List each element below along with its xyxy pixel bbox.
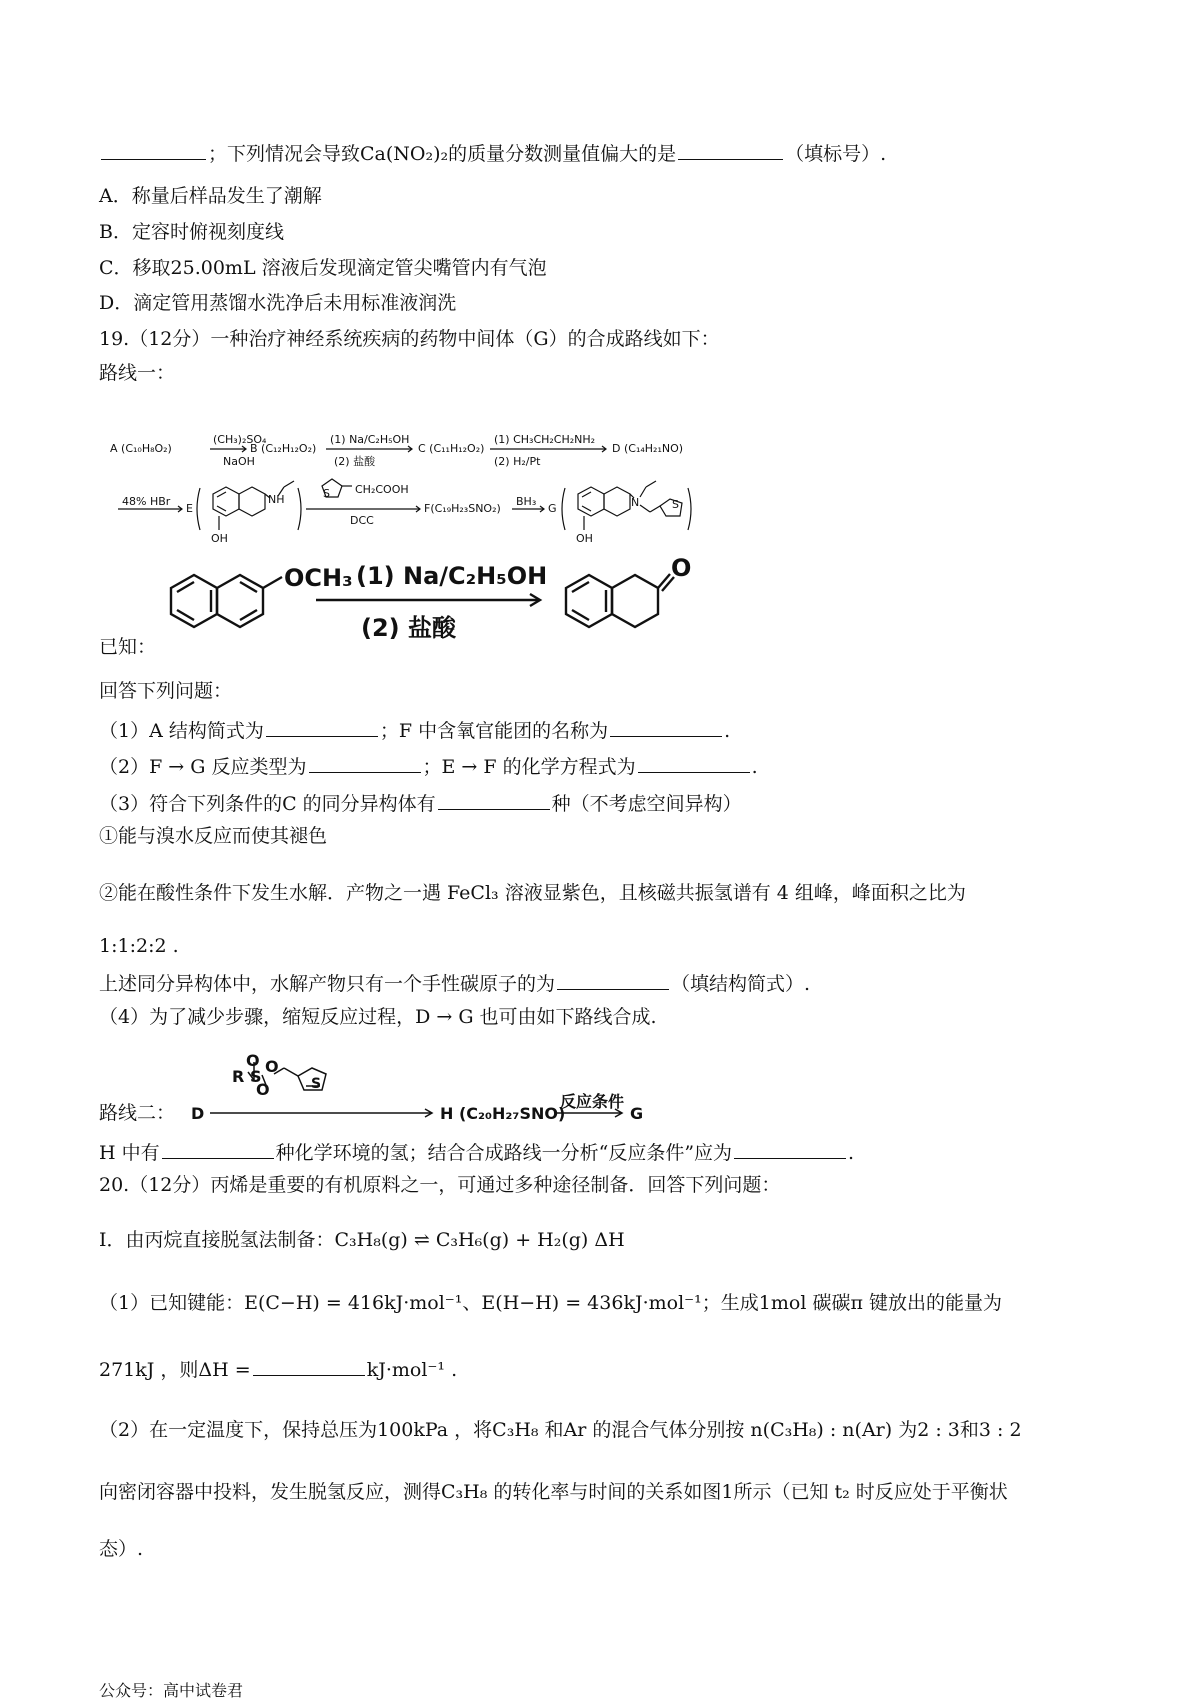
answer-blank[interactable] [266,718,378,737]
known-label: 已知： [99,636,157,658]
answer-blank[interactable] [557,971,669,990]
route1-label: 路线一： [99,362,176,384]
answer-blank[interactable] [101,141,206,160]
route2-thiophene-s: S [311,1076,322,1092]
route2-g: G [630,1104,644,1123]
answer-blank[interactable] [438,791,550,810]
reagent-e-f-top: CH₂COOH [355,483,409,496]
thiophene-s-label: S [323,487,330,500]
peak-ratio: 1:1:2:2 . [99,935,179,957]
q20-part1: Ⅰ．由丙烷直接脱氢法制备：C₃H₈(g) ⇌ C₃H₆(g) + H₂(g) ΔH [99,1229,625,1251]
compound-g-label: G [548,502,557,515]
reagent-b-c-bottom: (2) 盐酸 [334,455,376,468]
compound-c: C (C₁₁H₁₂O₂) [418,442,485,455]
reagent-c-d-top: (1) CH₃CH₂CH₂NH₂ [494,433,596,446]
option-b: B．定容时俯视刻度线 [99,221,284,243]
g-oh-label: OH [576,532,593,545]
footer-source: 公众号：高中试卷君 [99,1681,244,1700]
q19-stem: 19.（12分）一种治疗神经系统疾病的药物中间体（G）的合成路线如下： [99,328,720,350]
q19-sub3: （3）符合下列条件的C 的同分异构体有 种（不考虑空间异构） [99,793,742,815]
answer-blank[interactable] [253,1357,365,1376]
reagent-b-c-top: (1) Na/C₂H₅OH [330,433,410,446]
reagent-a-b-top: (CH₃)₂SO₄ [213,433,267,446]
compound-e-label: E [186,502,193,515]
q19-sub2: （2）F → G 反应类型为 ；E → F 的化学方程式为 . [99,756,758,778]
condition-1: ①能与溴水反应而使其褪色 [99,825,328,847]
route2-d: D [191,1104,205,1123]
sulfonate-s: S [250,1067,262,1086]
option-a: A．称量后样品发生了潮解 [99,185,322,207]
e-oh-label: OH [211,532,228,545]
option-d: D．滴定管用蒸馏水洗净后未用标准液润洗 [99,292,457,314]
h-environment-line: H 中有 种化学环境的氢；结合合成路线一分析“反应条件”应为 . [99,1142,855,1164]
compound-d: D (C₁₄H₂₁NO) [612,442,684,455]
sulfonate-o-link: O [265,1057,279,1076]
reagent-a-b-bottom: NaOH [223,455,255,468]
sulfonate-o-bottom: O [256,1080,270,1099]
answer-blank[interactable] [162,1140,274,1159]
compound-f: F(C₁₉H₂₃SNO₂) [424,502,501,515]
q20-sub1: （1）已知键能：E(C−H) = 416kJ·mol⁻¹、E(H−H) = 436kJ·mol⁻¹；生成1mol 碳碳π 键放出的能量为 [99,1292,1002,1314]
compound-a: A (C₁₀H₈O₂) [110,442,172,455]
answer-blank[interactable] [734,1140,846,1159]
compound-b: B (C₁₂H₁₂O₂) [250,442,317,455]
reagent-f-g: BH₃ [516,495,537,508]
route2-label: 路线二： [99,1102,176,1124]
q20-sub2-line3: 态）. [99,1538,144,1560]
condition-2: ②能在酸性条件下发生水解．产物之一遇 FeCl₃ 溶液显紫色，且核磁共振氢谱有 4 组峰，峰面积之比为 [99,882,966,904]
known-reaction [171,574,674,627]
reagent-c-d-bottom: (2) H₂/Pt [494,455,541,468]
known-och3-label: OCH₃ [284,564,353,592]
reagent-d-e: 48% HBr [122,495,171,508]
ca-no2-formula: Ca(NO₂)₂ [360,143,449,165]
g-n-label: N [631,496,640,509]
route2-h: H (C₂₀H₂₇SNO) [440,1104,566,1123]
e-nh-label: NH [268,493,285,506]
dehydrogenation-equation: C₃H₈(g) ⇌ C₃H₆(g) + H₂(g) ΔH [334,1229,625,1251]
answer-intro: 回答下列问题： [99,680,233,702]
reagent-e-f-bottom: DCC [350,514,374,527]
bond-energies: E(C−H) = 416kJ·mol⁻¹、E(H−H) = 436kJ·mol⁻¹ [244,1292,702,1314]
q19-sub4: （4）为了减少步骤，缩短反应过程，D → G 也可由如下路线合成. [99,1006,657,1028]
answer-blank[interactable] [309,754,421,773]
known-oxygen-label: O [671,554,692,582]
answer-blank[interactable] [610,718,722,737]
q18-continuation-line: ；下列情况会导致Ca(NO₂)₂的质量分数测量值偏大的是 （填标号）. [99,141,886,164]
q19-sub1: （1）A 结构简式为 ；F 中含氧官能团的名称为 . [99,720,731,742]
known-step1: (1) Na/C₂H₅OH [356,562,548,590]
q20-sub2-line2: 向密闭容器中投料，发生脱氢反应，测得C₃H₈ 的转化率与时间的关系如图1所示（已知 t₂ 时反应处于平衡状 [99,1481,1008,1503]
answer-blank[interactable] [638,754,750,773]
chiral-line: 上述同分异构体中，水解产物只有一个手性碳原子的为 （填结构简式）. [99,973,811,995]
option-c: C．移取25.00mL 溶液后发现滴定管尖嘴管内有气泡 [99,257,547,279]
sulfonate-r: R [232,1067,245,1086]
known-step2: (2) 盐酸 [361,614,456,642]
answer-blank[interactable] [678,141,783,160]
sulfonate-o-top: O [246,1051,260,1070]
route2-scheme [210,1062,625,1117]
q20-sub1-answer: 271kJ ，则ΔH = kJ·mol⁻¹ . [99,1359,458,1381]
q20-sub2-line1: （2）在一定温度下，保持总压为100kPa ，将C₃H₈ 和Ar 的混合气体分别按 n(C₃H₈) : n(Ar) 为2 : 3和3 : 2 [99,1419,1022,1441]
g-s-label: S [672,498,679,511]
route2-condition: 反应条件 [560,1092,625,1111]
q20-stem: 20.（12分）丙烯是重要的有机原料之一，可通过多种途径制备．回答下列问题： [99,1174,781,1196]
